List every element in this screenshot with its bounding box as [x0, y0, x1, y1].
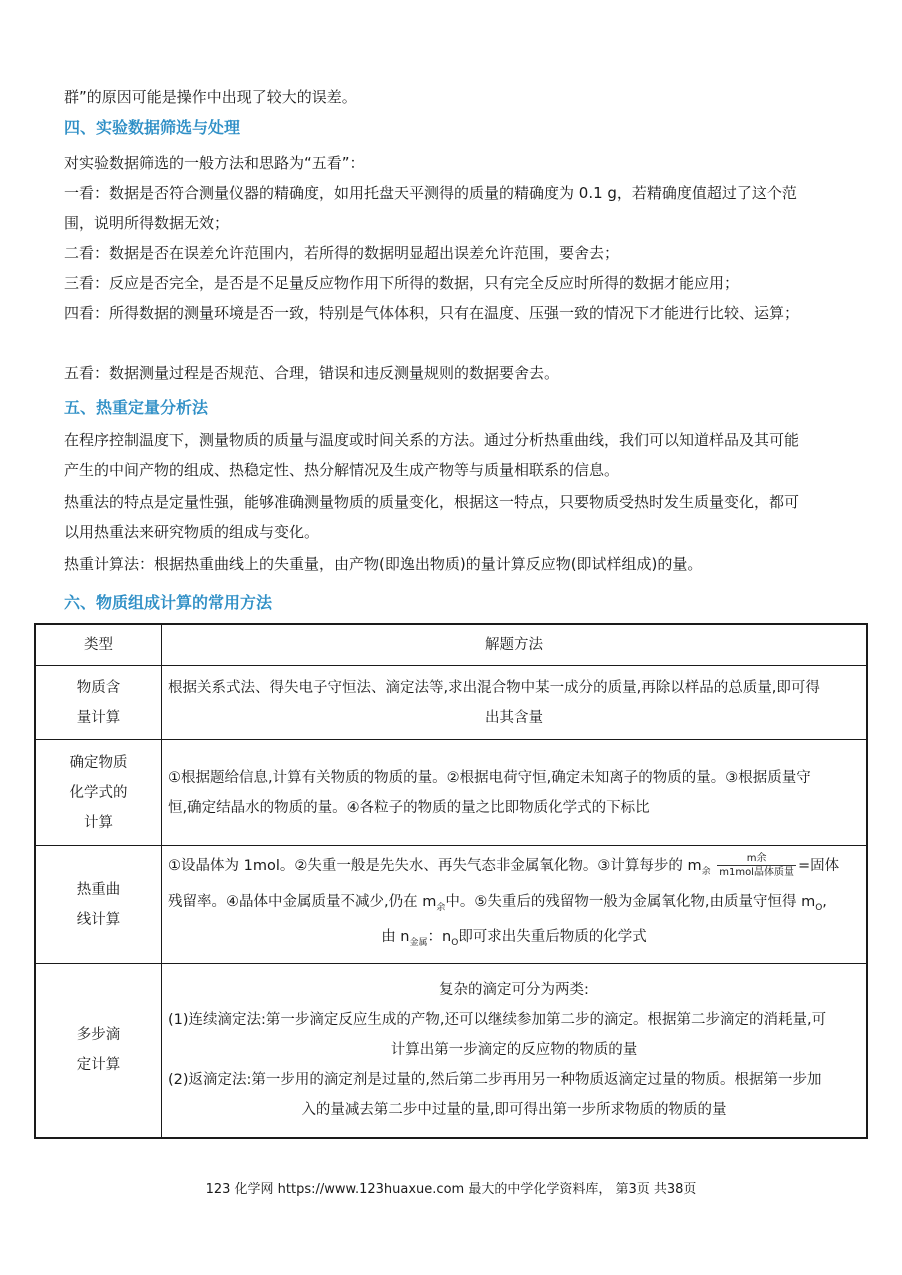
- method-text: 出其含量: [485, 709, 543, 726]
- subscript: 余: [436, 902, 446, 913]
- paragraph-line: 以用热重法来研究物质的组成与变化。: [64, 523, 320, 541]
- subscript: O: [815, 902, 823, 913]
- method-text-part: =固体: [797, 857, 840, 874]
- method-text: 复杂的滴定可分为两类:: [439, 982, 589, 999]
- method-text-part: 即可求出失重后物质的化学式: [458, 929, 647, 946]
- column-header-method: 解题方法: [162, 624, 868, 666]
- subscript: O: [451, 938, 459, 949]
- type-cell: [35, 740, 162, 846]
- method-text: [168, 887, 860, 923]
- type-cell: [35, 964, 162, 1138]
- paragraph-line: 热重法的特点是定量性强，能够准确测量物质的质量变化，根据这一特点，只要物质受热时发生质量变化，都可: [64, 493, 800, 511]
- table-row: [35, 846, 867, 964]
- fraction-numerator: m余: [717, 852, 796, 866]
- subscript: 余: [701, 866, 711, 877]
- paragraph-line: 二看：数据是否在误差允许范围内，若所得的数据明显超出误差允许范围，要舍去；: [64, 244, 620, 262]
- section-heading-5: 五、热重定量分析法: [64, 398, 209, 417]
- method-text-part: ①设晶体为 1mol。②失重一般是先失水、再失气态非金属氧化物。③计算每步的 m: [168, 857, 702, 874]
- type-text: 热重曲: [76, 881, 121, 898]
- calculation-methods-table: [34, 623, 868, 1139]
- column-header-type: 类型: [35, 624, 162, 666]
- method-text-part: 残留率。④晶体中金属质量不减少,仍在 m: [168, 893, 437, 910]
- type-cell: [35, 666, 162, 740]
- type-text: 线计算: [76, 911, 121, 928]
- method-cell: [162, 846, 868, 964]
- paragraph-line: 三看：反应是否完全，是否是不足量反应物作用下所得的数据，只有完全反应时所得的数据才能应用；: [64, 274, 740, 292]
- type-text: 定计算: [76, 1057, 121, 1074]
- type-text: 物质含: [76, 679, 121, 696]
- method-cell: [162, 964, 868, 1138]
- type-text: 多步滴: [76, 1027, 121, 1044]
- method-text-part: 由 n: [381, 929, 410, 946]
- method-text: 计算出第一步滴定的反应物的物质的量: [390, 1042, 638, 1059]
- method-text: ①根据题给信息,计算有关物质的物质的量。②根据电荷守恒,确定未知离子的物质的量。③根据质量守: [168, 769, 811, 786]
- type-text: 计算: [84, 814, 113, 831]
- paragraph-line: 在程序控制温度下，测量物质的质量与温度或时间关系的方法。通过分析热重曲线，我们可以知道样品及其可能: [64, 431, 800, 449]
- type-cell: [35, 846, 162, 964]
- table-row: [35, 666, 867, 740]
- method-text: (1)连续滴定法:第一步滴定反应生成的产物,还可以继续参加第二步的滴定。根据第二步滴定的消耗量,可: [168, 1012, 827, 1029]
- method-text: [168, 851, 860, 887]
- type-text: 化学式的: [69, 784, 128, 801]
- section-heading-6: 六、物质组成计算的常用方法: [64, 593, 273, 612]
- method-text: 入的量减去第二步中过量的量,即可得出第一步所求物质的物质的量: [301, 1102, 727, 1119]
- paragraph-line: 四看：所得数据的测量环境是否一致，特别是气体体积，只有在温度、压强一致的情况下才能进行比较、运算；: [64, 304, 800, 322]
- method-text-part: ,: [822, 893, 827, 910]
- paragraph-line: 对实验数据筛选的一般方法和思路为“五看”：: [64, 154, 365, 172]
- paragraph-line: 群”的原因可能是操作中出现了较大的误差。: [64, 88, 357, 106]
- method-text: (2)返滴定法:第一步用的滴定剂是过量的,然后第二步再用另一种物质返滴定过量的物质。根据第一步加: [168, 1072, 822, 1089]
- paragraph-line: 产生的中间产物的组成、热稳定性、热分解情况及生成产物等与质量相联系的信息。: [64, 461, 620, 479]
- page-footer: 123 化学网 https://www.123huaxue.com 最大的中学化学资料库， 第3页 共38页: [205, 1182, 697, 1197]
- method-cell: [162, 666, 868, 740]
- paragraph-line: 一看：数据是否符合测量仪器的精确度，如用托盘天平测得的质量的精确度为 0.1 g，若精确度值超过了这个范: [64, 184, 797, 202]
- table-row: [35, 964, 867, 1138]
- paragraph-line: 围，说明所得数据无效；: [64, 214, 230, 232]
- paragraph-line: 热重计算法：根据热重曲线上的失重量，由产物(即逸出物质)的量计算反应物(即试样组成)的量。: [64, 555, 703, 573]
- mass-ratio-fraction: [717, 852, 796, 879]
- type-text: 确定物质: [69, 754, 128, 771]
- method-text-part: 中。⑤失重后的残留物一般为金属氧化物,由质量守恒得 m: [445, 893, 816, 910]
- subscript: 金属: [409, 938, 428, 949]
- method-cell: [162, 740, 868, 846]
- method-text: 恒,确定结晶水的物质的量。④各粒子的物质的量之比即物质化学式的下标比: [168, 799, 650, 816]
- method-text: 根据关系式法、得失电子守恒法、滴定法等,求出混合物中某一成分的质量,再除以样品的总质量,即可得: [168, 679, 820, 696]
- paragraph-line: 五看：数据测量过程是否规范、合理，错误和违反测量规则的数据要舍去。: [64, 364, 560, 382]
- method-text: [168, 922, 860, 958]
- fraction-denominator: m1mol晶体质量: [719, 867, 794, 879]
- method-text-part: ：n: [427, 929, 452, 946]
- section-heading-4: 四、实验数据筛选与处理: [64, 118, 241, 137]
- table-row: [35, 740, 867, 846]
- table-header-row: [35, 624, 867, 666]
- type-text: 量计算: [76, 709, 121, 726]
